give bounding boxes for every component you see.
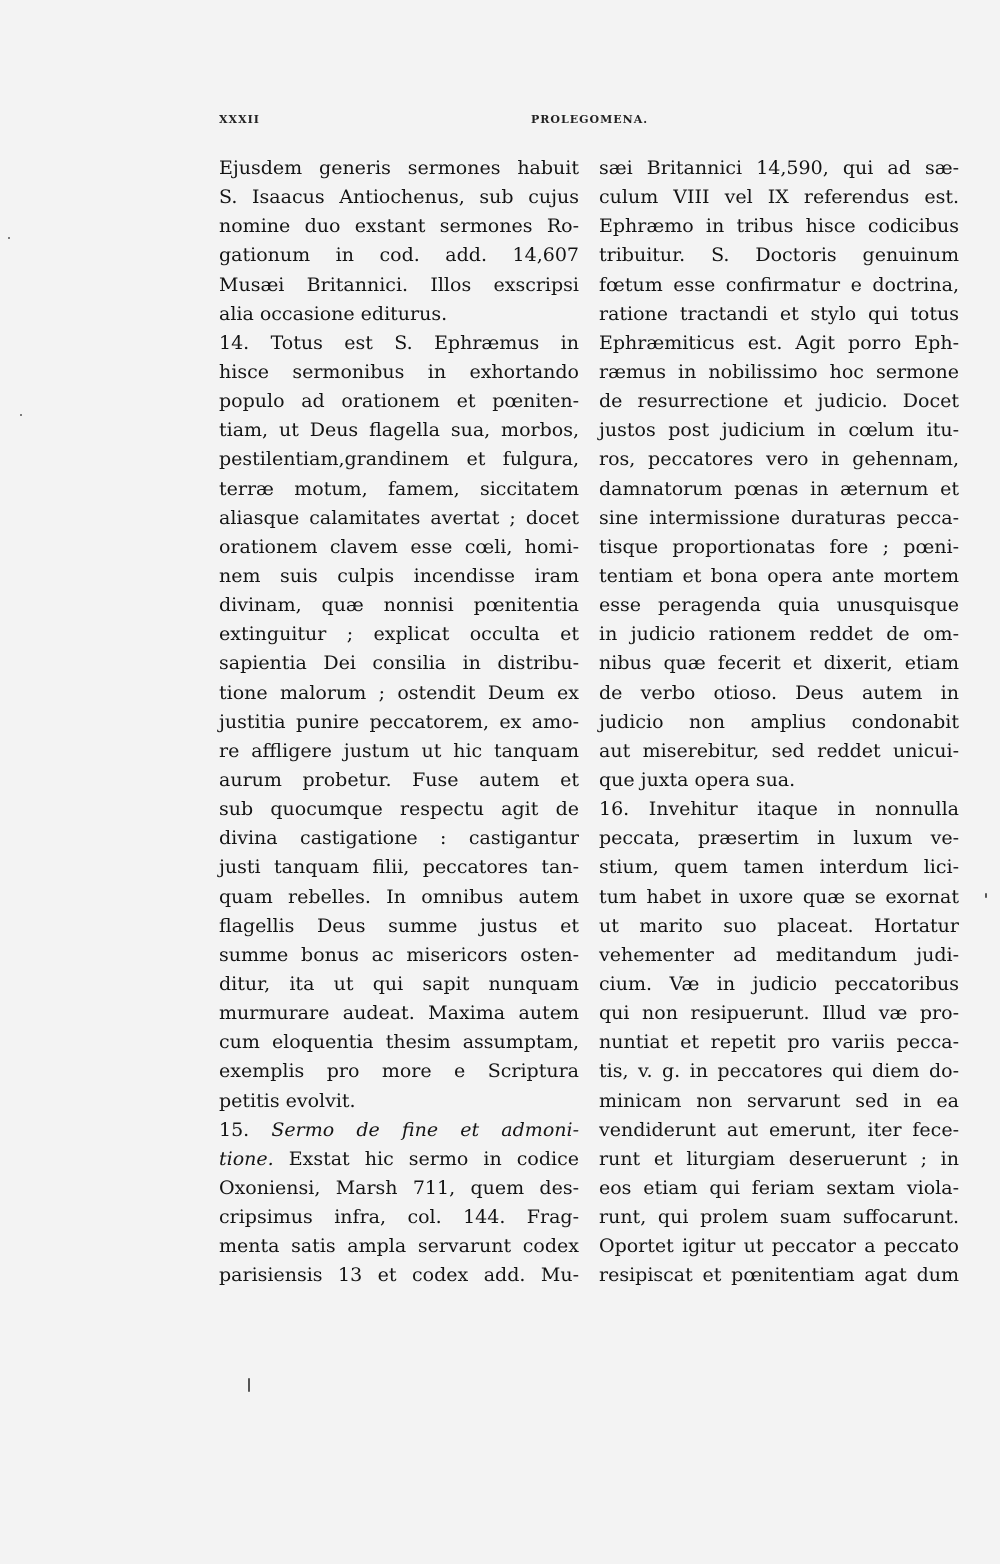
- text-line: orationem clavem esse cœli, homi-: [219, 535, 579, 558]
- text-line: sæi Britannici 14,590, qui ad sæ-: [599, 157, 959, 179]
- text-line: que juxta opera sua.: [599, 768, 796, 791]
- text-line: vendiderunt aut emerunt, iter fece-: [599, 1118, 959, 1141]
- text-line: Oportet igitur ut peccator a peccato: [599, 1235, 959, 1258]
- text-line: nomine duo exstant sermones Ro-: [219, 215, 579, 238]
- page-number: XXXII: [219, 113, 260, 126]
- text-line: sine intermissione duraturas pecca-: [599, 506, 959, 529]
- text-line: divina castigatione : castigantur: [219, 827, 579, 850]
- text-line: nibus quæ fecerit et dixerit, etiam: [599, 652, 959, 675]
- text-line: judicio non amplius condonabit: [599, 710, 959, 733]
- italic-title: Sermo de fine et admoni-: [271, 1118, 579, 1141]
- text-line: Ejusdem generis sermones habuit: [219, 157, 579, 179]
- text-line: Musæi Britannici. Illos exscripsi: [219, 273, 579, 296]
- text-line: petitis evolvit.: [219, 1089, 356, 1112]
- text-line: de resurrectione et judicio. Docet: [599, 390, 959, 413]
- right-column: [599, 154, 959, 1290]
- section-title: PROLEGOMENA.: [531, 113, 649, 126]
- text-line: runt et liturgiam deseruerunt ; in: [599, 1147, 959, 1170]
- text-line: sapientia Dei consilia in distribu-: [219, 652, 579, 675]
- text-line: flagellis Deus summe justus et: [219, 914, 579, 937]
- text-line: nuntiat et repetit pro variis pecca-: [599, 1031, 959, 1054]
- text-line: damnatorum pœnas in æternum et: [599, 477, 959, 500]
- text-line: Ephræmo in tribus hisce codicibus: [599, 215, 959, 238]
- text-line: ræmus in nobilissimo hoc sermone: [599, 360, 959, 383]
- text-line: populo ad orationem et pœniten-: [219, 390, 579, 413]
- text-line: ratione tractandi et stylo qui totus: [599, 302, 959, 325]
- text-line: pestilentiam,grandinem et fulgura,: [219, 448, 579, 471]
- text-line: stium, quem tamen interdum lici-: [599, 856, 959, 879]
- text-line: tiam, ut Deus flagella sua, morbos,: [219, 419, 579, 442]
- text-line: Ephræmiticus est. Agit porro Eph-: [599, 331, 959, 354]
- text-line: 16. Invehitur itaque in nonnulla: [599, 798, 959, 821]
- text-line: 14. Totus est S. Ephræmus in: [219, 331, 579, 354]
- text-line: tione. Exstat hic sermo in codice: [219, 1147, 579, 1170]
- text-line: tum habet in uxore quæ se exornat: [599, 885, 959, 908]
- text-line: tisque proportionatas fore ; pœni-: [599, 535, 959, 558]
- text-line: extinguitur ; explicat occulta et: [219, 623, 579, 646]
- text-line: minicam non servarunt sed in ea: [599, 1089, 959, 1112]
- text-line: vehementer ad meditandum judi-: [599, 943, 959, 966]
- text-line: resipiscat et pœnitentiam agat dum: [599, 1264, 959, 1287]
- text-line: tis, v. g. in peccatores qui diem do-: [599, 1060, 959, 1083]
- text-line: aurum probetur. Fuse autem et: [219, 768, 579, 791]
- text-line: sub quocumque respectu agit de: [219, 798, 579, 821]
- text-line: tribuitur. S. Doctoris genuinum: [599, 244, 959, 267]
- left-column: [219, 154, 579, 1290]
- scan-speck: [985, 893, 987, 898]
- text-line: cium. Væ in judicio peccatoribus: [599, 972, 959, 995]
- text-line: exemplis pro more e Scriptura: [219, 1060, 579, 1083]
- text-line: menta satis ampla servarunt codex: [219, 1235, 579, 1258]
- text-line: justi tanquam filii, peccatores tan-: [219, 856, 579, 879]
- text-line: ditur, ita ut qui sapit nunquam: [219, 972, 579, 995]
- text-line: quam rebelles. In omnibus autem: [219, 885, 579, 908]
- scan-speck: [248, 1378, 250, 1392]
- text-line: de verbo otioso. Deus autem in: [599, 681, 959, 704]
- text-line: S. Isaacus Antiochenus, sub cujus: [219, 186, 579, 209]
- text-line: murmurare audeat. Maxima autem: [219, 1002, 579, 1025]
- text-line: Oxoniensi, Marsh 711, quem des-: [219, 1176, 579, 1199]
- italic-title: tione.: [219, 1147, 274, 1170]
- text-line: divinam, quæ nonnisi pœnitentia: [219, 594, 579, 617]
- text-line: alia occasione editurus.: [219, 302, 448, 325]
- text-line: parisiensis 13 et codex add. Mu-: [219, 1264, 579, 1287]
- text-line: gationum in cod. add. 14,607: [219, 244, 579, 267]
- text-line: ut marito suo placeat. Hortatur: [599, 914, 959, 937]
- text-line: justos post judicium in cœlum itu-: [599, 419, 959, 442]
- scan-speck: [20, 414, 22, 416]
- running-head: [219, 113, 959, 133]
- text-line: esse peragenda quia unusquisque: [599, 594, 959, 617]
- text-line: tione malorum ; ostendit Deum ex: [219, 681, 579, 704]
- text-line: qui non resipuerunt. Illud væ pro-: [599, 1002, 959, 1025]
- text-line: aliasque calamitates avertat ; docet: [219, 506, 579, 529]
- text-line: hisce sermonibus in exhortando: [219, 360, 579, 383]
- scan-speck: [8, 237, 10, 239]
- text-line: re affligere justum ut hic tanquam: [219, 739, 579, 762]
- text-line: cripsimus infra, col. 144. Frag-: [219, 1206, 579, 1229]
- text-line: nem suis culpis incendisse iram: [219, 564, 579, 587]
- text-line: in judicio rationem reddet de om-: [599, 623, 959, 646]
- text-line: runt, qui prolem suam suffocarunt.: [599, 1206, 959, 1229]
- text-line: justitia punire peccatorem, ex amo-: [219, 710, 579, 733]
- text-line: 15. Sermo de fine et admoni-: [219, 1118, 579, 1141]
- text-line: fœtum esse confirmatur e doctrina,: [599, 273, 959, 296]
- text-line: cum eloquentia thesim assumptam,: [219, 1031, 579, 1054]
- text-line: eos etiam qui feriam sextam viola-: [599, 1176, 959, 1199]
- text-line: aut miserebitur, sed reddet unicui-: [599, 739, 959, 762]
- text-line: peccata, præsertim in luxum ve-: [599, 827, 959, 850]
- text-line: terræ motum, famem, siccitatem: [219, 477, 579, 500]
- text-line: culum VIII vel IX referendus est.: [599, 186, 959, 209]
- text-line: tentiam et bona opera ante mortem: [599, 564, 959, 587]
- text-line: ros, peccatores vero in gehennam,: [599, 448, 959, 471]
- text-line: summe bonus ac misericors osten-: [219, 943, 579, 966]
